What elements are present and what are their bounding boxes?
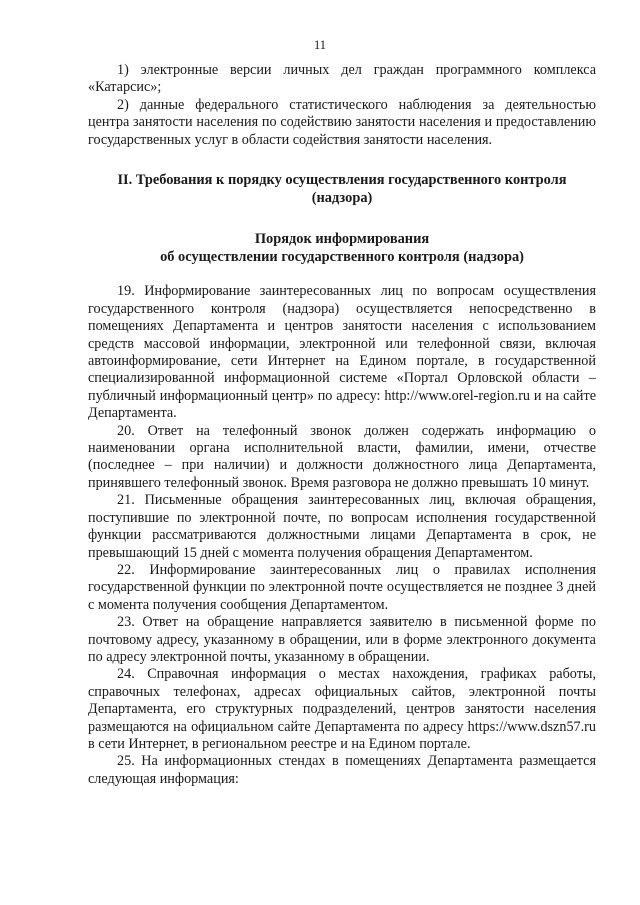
document-body xyxy=(88,62,596,788)
paragraph-19: 19. Информирование заинтересованных лиц по вопросам осуществления государственного контроля (надзора) осуществляется непосредственно в помещениях Департамента и центров занятости населения с использованием средств массовой информации, электронной или телефонной связи, включая автоинформирование, сети Интернет на Едином портале, в государственной специализированной информационной системе «Портал Орловской области – публичный информационный центр» по адресу: http://www.orel-region.ru и на сайте Департамента. xyxy=(88,283,596,422)
subsection-title-line2: об осуществлении государственного контроля (надзора) xyxy=(160,248,524,265)
paragraph-23: 23. Ответ на обращение направляется заявителю в письменной форме по почтовому адресу, указанному в обращении, или в форме электронного документа по адресу электронной почты, указанному в обращении. xyxy=(88,614,596,665)
paragraph-20: 20. Ответ на телефонный звонок должен содержать информацию о наименовании органа исполнительной власти, фамилии, имени, отчестве (последнее – при наличии) и должности должностного лица Департамента, принявшего телефонный звонок. Время разговора не должно превышать 10 минут. xyxy=(88,422,596,491)
subsection-title xyxy=(88,231,596,266)
paragraph-21: 21. Письменные обращения заинтересованных лиц, включая обращения, поступившие по электронной почте, по вопросам исполнения государственной функции рассматриваются должностными лицами Департамента в срок, не превышающий 15 дней с момента получения обращения Департаментом. xyxy=(88,492,596,561)
paragraph-25: 25. На информационных стендах в помещениях Департамента размещается следующая информация: xyxy=(88,753,596,787)
intro-item-1: 1) электронные версии личных дел граждан программного комплекса «Катарсис»; xyxy=(88,62,596,96)
paragraph-24: 24. Справочная информация о местах нахождения, графиках работы, справочных телефонах, адресах официальных сайтов, электронной почты Департамента, его структурных подразделений, центров занятости населения размещаются на официальном сайте Департамента по адресу https://www.dszn57.ru в сети Интернет, в региональном реестре и на Едином портале. xyxy=(88,666,596,752)
section-title: II. Требования к порядку осуществления государственного контроля (надзора) xyxy=(117,172,567,206)
subsection-title-line1: Порядок информирования xyxy=(254,231,430,248)
paragraph-22: 22. Информирование заинтересованных лиц о правилах исполнения государственной функции по электронной почте осуществляется не позднее 3 дней с момента получения сообщения Департаментом. xyxy=(88,561,596,613)
intro-item-2: 2) данные федерального статистического наблюдения за деятельностью центра занятости населения по содействию занятости населения и предоставлению государственных услуг в области содействия занятости населения. xyxy=(88,96,596,148)
page-number: 11 xyxy=(313,38,327,52)
